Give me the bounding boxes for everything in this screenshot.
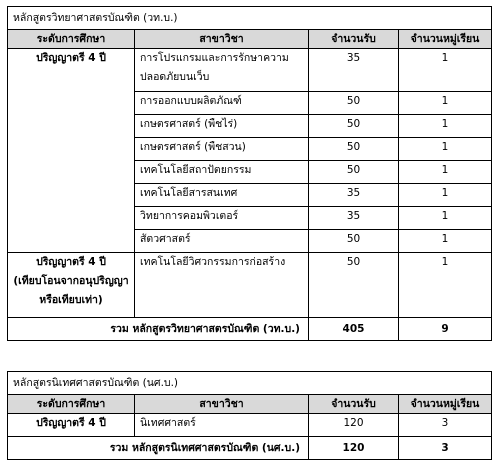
major-name: นิเทศศาสตร์ [135,414,309,437]
section-count: 1 [399,230,492,253]
major-name: เกษตรศาสตร์ (พืชไร่) [135,115,309,138]
total-intake: 120 [309,437,399,460]
intake-count: 50 [309,115,399,138]
section-count: 1 [399,207,492,230]
major-name: เกษตรศาสตร์ (พืชสวน) [135,138,309,161]
section-count: 1 [399,49,492,92]
level-line: (เทียบโอนจากอนุปริญญา [13,275,129,287]
total-row [8,437,492,460]
major-name: เทคโนโลยีสถาปัตยกรรม [135,161,309,184]
level-line: ปริญญาตรี 4 ปี [36,256,106,268]
level-line: หรือเทียบเท่า) [39,294,103,306]
science-program-table [7,6,492,341]
table-title-row [8,372,492,395]
total-label: รวม หลักสูตรวิทยาศาสตรบัณฑิต (วท.บ.) [8,318,309,341]
table-title: หลักสูตรวิทยาศาสตรบัณฑิต (วท.บ.) [8,7,492,30]
major-name: เทคโนโลยีสารสนเทศ [135,184,309,207]
total-intake: 405 [309,318,399,341]
table-row [8,253,492,318]
table-header-row [8,395,492,414]
intake-count: 35 [309,49,399,92]
table-title: หลักสูตรนิเทศศาสตรบัณฑิต (นศ.บ.) [8,372,492,395]
major-name: การออกแบบผลิตภัณฑ์ [135,92,309,115]
intake-count: 50 [309,253,399,318]
major-name: เทคโนโลยีวิศวกรรมการก่อสร้าง [135,253,309,318]
section-count: 1 [399,92,492,115]
total-label: รวม หลักสูตรนิเทศศาสตรบัณฑิต (นศ.บ.) [8,437,309,460]
header-level: ระดับการศึกษา [8,395,135,414]
header-sections: จำนวนหมู่เรียน [399,395,492,414]
table-row [8,414,492,437]
total-sections: 3 [399,437,492,460]
major-name: วิทยาการคอมพิวเตอร์ [135,207,309,230]
intake-count: 50 [309,138,399,161]
header-level: ระดับการศึกษา [8,30,135,49]
section-count: 1 [399,138,492,161]
major-name: การโปรแกรมและการรักษาความปลอดภัยบนเว็บ [135,49,309,92]
total-sections: 9 [399,318,492,341]
communication-arts-program-table [7,371,492,460]
header-intake: จำนวนรับ [309,395,399,414]
section-count: 1 [399,253,492,318]
intake-count: 35 [309,184,399,207]
header-sections: จำนวนหมู่เรียน [399,30,492,49]
section-count: 1 [399,184,492,207]
header-major: สาขาวิชา [135,395,309,414]
education-level-transfer [8,253,135,318]
education-level: ปริญญาตรี 4 ปี [8,414,135,437]
table-row [8,49,492,92]
intake-count: 50 [309,92,399,115]
intake-count: 120 [309,414,399,437]
section-count: 1 [399,161,492,184]
table-header-row [8,30,492,49]
table-title-row [8,7,492,30]
section-count: 3 [399,414,492,437]
major-name: สัตวศาสตร์ [135,230,309,253]
header-intake: จำนวนรับ [309,30,399,49]
intake-count: 50 [309,230,399,253]
total-row [8,318,492,341]
intake-count: 35 [309,207,399,230]
education-level: ปริญญาตรี 4 ปี [8,49,135,253]
section-count: 1 [399,115,492,138]
intake-count: 50 [309,161,399,184]
header-major: สาขาวิชา [135,30,309,49]
